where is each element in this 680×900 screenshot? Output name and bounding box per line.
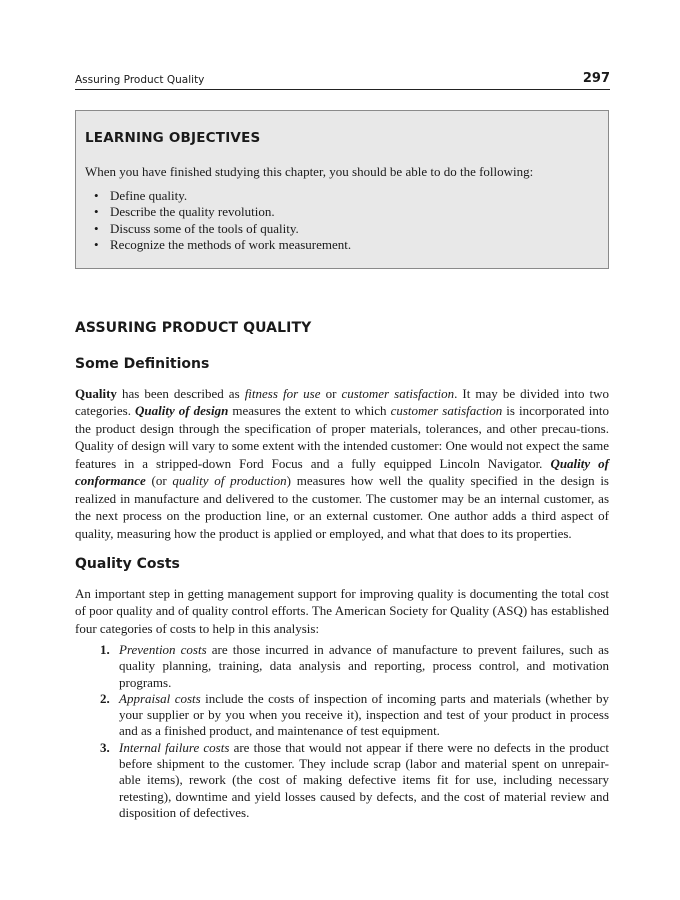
quality-costs-heading: Quality Costs: [75, 556, 180, 572]
paragraph-text: ) measures how well the quality specified in the design is realized in manufacture and delivered to the customer. The customer may be an internal customer, as the next process on the production line, or an external customer. One author adds a third aspect of quality, measuring how the product is applied or employed, and what that does to its properties.: [75, 473, 609, 541]
objectives-heading: LEARNING OBJECTIVES: [85, 130, 261, 146]
paragraph-text: or: [320, 386, 342, 401]
objective-text: Define quality.: [110, 188, 188, 203]
term-quality-of-conformance: Quality of conformance: [75, 455, 609, 489]
cost-item: [75, 740, 609, 821]
objective-item: [76, 237, 351, 253]
item-number: 3.: [100, 739, 110, 755]
cost-text: include the costs of inspection of incoming parts and materials (whether by your supplier or by you when you receive it), inspection and test of your product in process and as a finished product, and maintenance of test equipment.: [119, 690, 609, 739]
cost-term: Appraisal costs: [119, 690, 201, 706]
emphasis-text: customer satisfaction: [390, 403, 503, 419]
objective-item: [76, 204, 351, 220]
paragraph-text: has been described as: [116, 386, 245, 401]
term-quality: Quality: [75, 386, 117, 401]
page-number: 297: [582, 71, 610, 86]
cost-item: [75, 642, 609, 691]
bullet-icon: •: [94, 236, 99, 252]
item-number: 1.: [100, 642, 110, 657]
cost-term: Internal failure costs: [119, 739, 230, 755]
definitions-heading: Some Definitions: [75, 356, 210, 372]
objective-text: Discuss some of the tools of quality.: [110, 220, 299, 236]
definitions-paragraph: [75, 385, 609, 542]
cost-term: Prevention costs: [119, 642, 207, 657]
emphasis-text: quality of production: [172, 473, 287, 489]
objective-item: [76, 188, 351, 204]
paragraph-text: measures the extent to which: [228, 403, 391, 419]
quality-costs-paragraph: An important step in getting management support for improving quality is documenting the total cost of poor quality and of quality control efforts. The American Society for Quality (ASQ) has established four categories of costs to help in this analysis:: [75, 586, 609, 636]
item-number: 2.: [100, 690, 110, 706]
objectives-intro: When you have finished studying this chapter, you should be able to do the following:: [85, 164, 534, 179]
cost-text: are those incurred in advance of manufacture to prevent failures, such as quality planning, training, data analysis and reporting, process control, and motivation programs.: [119, 642, 609, 690]
objective-text: Recognize the methods of work measurement.: [110, 236, 352, 252]
paragraph-text: (or: [145, 473, 173, 489]
term-quality-of-design: Quality of design: [135, 403, 229, 419]
learning-objectives-box: [75, 110, 609, 269]
bullet-icon: •: [94, 220, 99, 236]
running-head: [75, 71, 610, 90]
objective-text: Describe the quality revolution.: [110, 204, 275, 220]
objective-item: [76, 221, 351, 237]
bullet-icon: •: [94, 204, 99, 220]
cost-text: are those that would not appear if there were no defects in the product before shipment to the customer. They include scrap (labor and material spent on unrepair-able items), rework (the cost of making defective items fit for use, including necessary retesting), downtime and yield losses caused by defects, and the cost of material review and disposition of defectives.: [119, 739, 609, 820]
emphasis-text: fitness for use: [244, 386, 321, 401]
section-title: ASSURING PRODUCT QUALITY: [75, 320, 312, 336]
paragraph-text: is incorporated into the product design through the specification of proper materials, tolerances, and other precau-tions. Quality of design will vary to some extent with the intended customer: One would not expect the same features in a stripped-down Ford Focus and a fully equipped Lincoln Navigator.: [75, 403, 609, 471]
cost-item: [75, 691, 609, 740]
objectives-list: [76, 188, 351, 253]
paragraph-text: . It may be divided into two categories.: [75, 386, 609, 419]
bullet-icon: •: [94, 188, 99, 203]
cost-categories-list: [75, 642, 609, 821]
running-title: Assuring Product Quality: [75, 74, 205, 86]
emphasis-text: customer satisfaction: [341, 386, 455, 401]
